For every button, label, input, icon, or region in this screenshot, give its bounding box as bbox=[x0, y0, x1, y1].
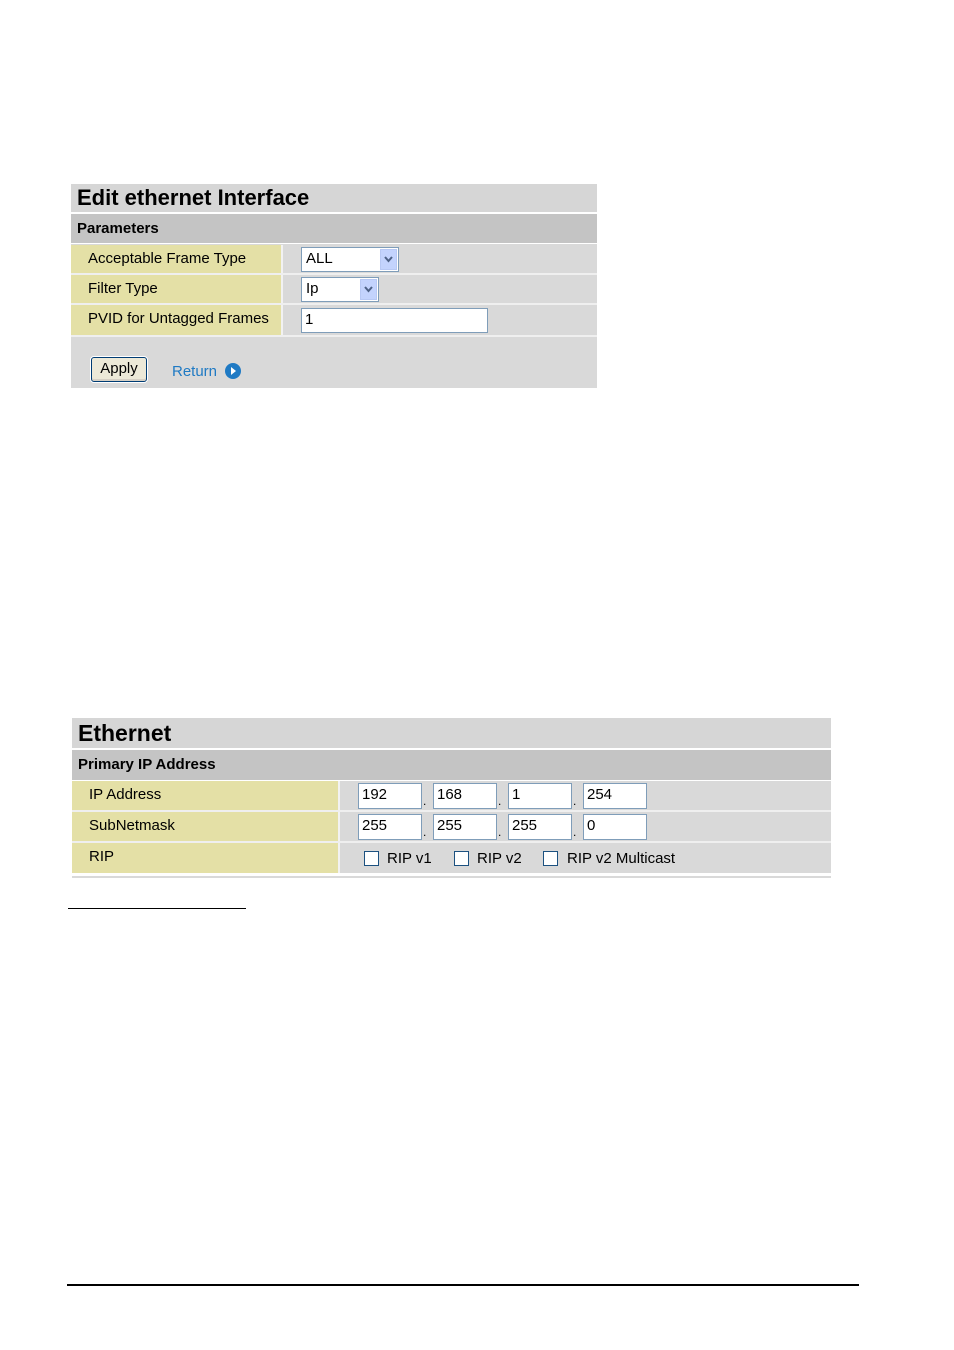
mask-octet-2[interactable]: 255 bbox=[433, 814, 497, 840]
ip-dot-separator: . bbox=[573, 794, 577, 808]
rip-label: RIP bbox=[72, 843, 340, 873]
ip-octet-4[interactable]: 254 bbox=[583, 783, 647, 809]
mask-octet-3[interactable]: 255 bbox=[508, 814, 572, 840]
ip-octet-1[interactable]: 192 bbox=[358, 783, 422, 809]
return-label: Return bbox=[172, 363, 218, 380]
apply-button[interactable]: Apply bbox=[91, 357, 147, 382]
acceptable-frame-type-label: Acceptable Frame Type bbox=[71, 245, 283, 273]
return-link[interactable] bbox=[172, 363, 217, 380]
ip-dot-separator: . bbox=[498, 794, 502, 808]
mask-octet-4[interactable]: 0 bbox=[583, 814, 647, 840]
row-ip-address bbox=[72, 781, 831, 812]
mask-dot-separator: . bbox=[573, 825, 577, 839]
rip-v2-label: RIP v2 bbox=[477, 850, 522, 867]
row-subnetmask bbox=[72, 812, 831, 843]
row-filter-type bbox=[71, 275, 597, 305]
chevron-down-icon[interactable] bbox=[380, 249, 397, 270]
mask-octet-1[interactable]: 255 bbox=[358, 814, 422, 840]
edit-ethernet-interface-panel bbox=[71, 184, 597, 388]
chevron-down-icon[interactable] bbox=[360, 279, 377, 300]
acceptable-frame-type-select[interactable]: ALL bbox=[301, 247, 399, 272]
row-rip bbox=[72, 843, 831, 876]
rip-v1-label: RIP v1 bbox=[387, 850, 432, 867]
row-acceptable-frame-type bbox=[71, 245, 597, 275]
rip-v1-checkbox[interactable] bbox=[364, 851, 379, 866]
footer-rule bbox=[67, 1284, 859, 1286]
rip-v2-multicast-checkbox[interactable] bbox=[543, 851, 558, 866]
subnetmask-label: SubNetmask bbox=[72, 812, 340, 841]
row-pvid-untagged-frames bbox=[71, 305, 597, 337]
short-rule bbox=[68, 908, 246, 909]
ip-address-label: IP Address bbox=[72, 781, 340, 810]
ethernet-panel bbox=[72, 718, 831, 878]
filter-type-select[interactable]: Ip bbox=[301, 277, 379, 302]
return-arrow-icon[interactable] bbox=[224, 362, 242, 380]
rip-v2-multicast-label: RIP v2 Multicast bbox=[567, 850, 676, 867]
mask-dot-separator: . bbox=[498, 825, 502, 839]
panel-title: Edit ethernet Interface bbox=[71, 184, 597, 214]
panel-title: Ethernet bbox=[72, 718, 831, 750]
pvid-input[interactable]: 1 bbox=[301, 308, 488, 333]
ip-octet-2[interactable]: 168 bbox=[433, 783, 497, 809]
mask-dot-separator: . bbox=[423, 825, 427, 839]
rip-v2-checkbox[interactable] bbox=[454, 851, 469, 866]
section-header-primary-ip: Primary IP Address bbox=[72, 750, 831, 781]
ip-dot-separator: . bbox=[423, 794, 427, 808]
section-header-parameters: Parameters bbox=[71, 214, 597, 244]
filter-type-label: Filter Type bbox=[71, 275, 283, 303]
ip-octet-3[interactable]: 1 bbox=[508, 783, 572, 809]
pvid-label: PVID for Untagged Frames bbox=[71, 305, 283, 335]
